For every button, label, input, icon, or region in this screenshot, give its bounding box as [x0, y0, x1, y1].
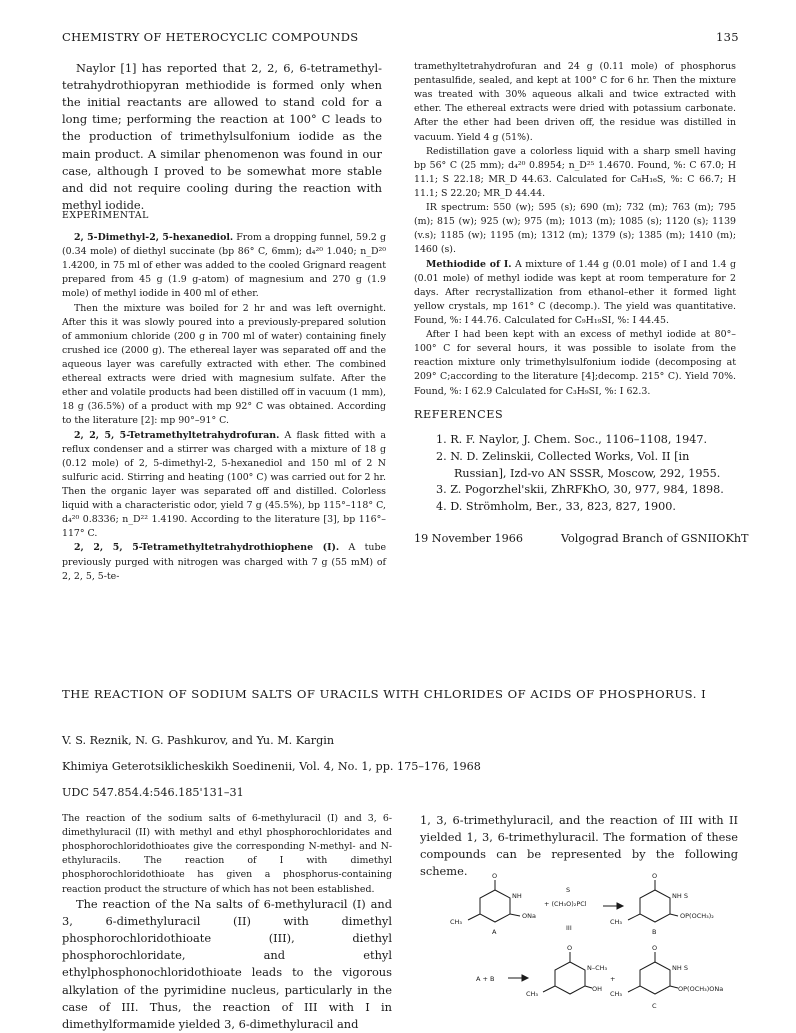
article-title: THE REACTION OF SODIUM SALTS OF URACILS WITH CHLORIDES OF ACIDS OF PHOSPHORUS. I: [62, 687, 707, 701]
udc-code: UDC 547.854.4:546.185'131–31: [62, 786, 244, 799]
references-list: [414, 432, 740, 516]
s-atom: S: [566, 886, 571, 894]
label-a: A: [492, 928, 497, 936]
article-body-right: 1, 3, 6-trimethyluracil, and the reaction of III with II yielded 1, 3, 6-trimethyluracil. The formation of these compounds can be represented by the following scheme.: [420, 813, 738, 879]
reference-item: 2. N. D. Zelinskii, Collected Works, Vol. II [in Russian], Izd-vo AN SSSR, Moscow, 292, 1955.: [436, 449, 721, 480]
article-abstract: The reaction of the sodium salts of 6-methyluracil (I) and 3, 6-dimethyluracil (II) with methyl and ethyl phosphorochloridates and phosphorochloridothioates give the corresponding N-methyl- and N-ethyluracils. The reaction of I with dimethyl phosphorochloridothioate has given a phosphorus-containing reaction product the structure of which has not been established.: [62, 813, 392, 895]
nch3-group: N–CH₃: [587, 964, 608, 972]
uracil-ring-c1: [555, 962, 585, 994]
arrow-head: [617, 903, 623, 909]
oh-group: OH: [592, 985, 603, 993]
article-citation: Khimiya Geterotsiklicheskikh Soedinenii, Vol. 4, No. 1, pp. 175–176, 1968: [62, 760, 481, 773]
label-iii: III: [566, 924, 572, 932]
arrow-head: [522, 975, 528, 981]
reference-item: 3. Z. Pogorzhel'skii, ZhRFKhO, 30, 977, 984, 1898.: [436, 483, 724, 497]
reference-item: 4. D. Strömholm, Ber., 33, 823, 827, 1900.: [436, 500, 676, 514]
affiliation: Volgograd Branch of GSNIIOKhT: [561, 532, 749, 545]
o-atom: O: [652, 872, 658, 880]
ch3-group: CH₃: [526, 990, 539, 998]
label-c: C: [652, 1002, 657, 1010]
opna-group: OP(OCH₃)ONa: [678, 985, 724, 993]
uracil-ring-c2: [640, 962, 670, 994]
o-atom: O: [567, 944, 573, 952]
experimental-heading: EXPERIMENTAL: [62, 210, 149, 221]
page-number: 135: [716, 30, 739, 44]
reference-item: 1. R. F. Naylor, J. Chem. Soc., 1106–1108, 1947.: [436, 433, 708, 446]
reaction-scheme: [420, 870, 750, 1020]
reagent-iii: + (CH₃O)₂PCl: [544, 900, 587, 908]
ch3-group: CH₃: [610, 918, 623, 926]
references-heading: REFERENCES: [414, 408, 504, 421]
intro-paragraph: Naylor [1] has reported that 2, 2, 6, 6-tetramethyl-tetrahydrothiopyran methiodide is formed only when the initial reactants are allowed to stand cold for a long time; performing the reaction at 100° C leads to the production of trimethylsulfonium iodide as the main product. A similar phenomenon was found in our case, although I proved to be somewhat more stable and did not require cooling during the reaction with methyl iodide.: [62, 61, 382, 212]
article-body-left: The reaction of the Na salts of 6-methyluracil (I) and 3, 6-dimethyluracil (II) with dimethyl phosphorochloridothioate (III), diethyl phosphorochloridate, and ethyl ethylphosphonochloridothioate leads to the vigorous alkylation of the pyrimidine nucleus, particularly in the case of III. Thus, the reaction of III with I in dimethylformamide yielded 3, 6-dimethyluracil and: [62, 897, 392, 1031]
experimental-right-text: tramethyltetrahydrofuran and 24 g (0.11 mole) of phosphorus pentasulfide, sealed, and kept at 100° C for 6 hr. Then the mixture was treated with 30% aqueous alkali and twice extracted with ether. The ethereal extracts were dried with potassium carbonate. After the ether had been driven off, the residue was distilled in vacuum. Yield 4 g (51%). Redistillation gave a colorless liquid with a sharp smell having bp 56° C (25 mm); d₄²⁰ 0.8954; n_D²⁵ 1.4670. Found, %: C 67.0; H 11.1; S 22.18; MR_D 44.63. Calculated for C₈H₁₆S, %: C 66.7; H 11.1; S 22.20; MR_D 44.44. IR spectrum: 550 (w); 595 (s); 690 (m); 732 (m); 763 (m); 795 (m); 815 (w); 925 (w); 975 (m); 1013 (m); 1085 (s); 1120 (s); 1139 (v.s); 1185 (w); 1195 (m); 1312 (m); 1379 (s); 1385 (m); 1410 (m); 1460 (s). Methiodide of I. A mixture of 1.44 g (0.01 mole) of I and 1.4 g (0.01 mole) of methyl iodide was kept at room temperature for 2 days. After recrystallization from ethanol–ether it formed light yellow crystals, mp 161° C (decomp.). The yield was quantitative. Found, %: I 44.76. Calculated for C₉H₁₉SI, %: I 44.45. After I had been kept with an excess of methyl iodide at 80°–100° C for several hours, it was possible to isolate from the reaction mixture only trimethylsulfonium iodide (decomposing at 209° C;according to the literature [4];decomp. 215° C). Yield 70%. Found, %: I 62.9 Calculated for C₃H₉SI, %: I 62.3.: [414, 61, 736, 397]
nh-group: NH S: [672, 964, 688, 972]
ch3-group: CH₃: [610, 990, 623, 998]
p3-title: 2, 2, 5, 5-Tetramethyltetrahydrofuran.: [74, 429, 280, 441]
p1-title: 2, 5-Dimethyl-2, 5-hexanediol.: [74, 232, 234, 243]
running-header: CHEMISTRY OF HETEROCYCLIC COMPOUNDS: [62, 30, 359, 44]
nh-group: NH S: [672, 892, 688, 900]
article-authors: V. S. Reznik, N. G. Pashkurov, and Yu. M. Kargin: [62, 734, 335, 747]
experimental-left-text: 2, 5-Dimethyl-2, 5-hexanediol. From a dropping funnel, 59.2 g (0.34 mole) of diethyl succinate (bp 86° C, 6mm); d₄²⁰ 1.040; n_D²⁰ 1.4200, in 75 ml of ether was added to the cooled Grignard reagent prepared from 45 g (1.9 g-atom) of magnesium and 270 g (1.9 mole) of methyl iodide in 400 ml of ether. Then the mixture was boiled for 2 hr and was left overnight. After this it was slowly poured into a previously-prepared solution of ammonium chloride (200 g in 700 ml of water) containing finely crushed ice (2000 g). The ethereal layer was separated off and the aqueous layer was carefully extracted with ether. The combined ethereal extracts were dried with magnesium sulfate. After the ether and volatile products had been distilled off in vacuum (1 mm), 18 g (36.5%) of a product with mp 92° C was obtained. According to the literature [2]: mp 90°–91° C. 2, 2, 5, 5-Tetramethyltetrahydrofuran. A flask fitted with a reflux condenser and a stirrer was charged with a mixture of 18 g (0.12 mole) of 2, 5-dimethyl-2, 5-hexanediol and 150 ml of 2 N sulfuric acid. Stirring and heating (100° C) was carried out for 2 hr. Then the organic layer was separated off and distilled. Colorless liquid with a characteristic odor, yield 7 g (45.5%), bp 115°–118° C, d₄²⁰ 0.8336; n_D²² 1.4190. According to the literature [3], bp 116°–117° C. 2, 2, 5, 5-Tetramethyltetrahydrothiophene (I). A tube previously purged with nitrogen was charged with 7 g (55 mM) of 2, 2, 5, 5-te-: [62, 232, 387, 582]
o-atom: O: [652, 944, 658, 952]
nh-group: NH: [512, 892, 522, 900]
p4-title: 2, 2, 5, 5-Tetramethyltetrahydrothiophene (I).: [74, 542, 340, 554]
op-group: OP(OCH₃)₂: [680, 912, 714, 920]
uracil-ring-a: [480, 890, 510, 922]
label-b: B: [652, 928, 657, 936]
ch3-group: CH₃: [450, 918, 463, 926]
plus-sign: +: [610, 975, 616, 983]
o-atom: O: [492, 872, 498, 880]
uracil-ring-b: [640, 890, 670, 922]
methiodide-title: Methiodide of I.: [426, 258, 512, 270]
ona-group: ONa: [522, 912, 536, 920]
reactants-a-b: A + B: [476, 975, 495, 983]
received-date: 19 November 1966: [414, 532, 524, 545]
